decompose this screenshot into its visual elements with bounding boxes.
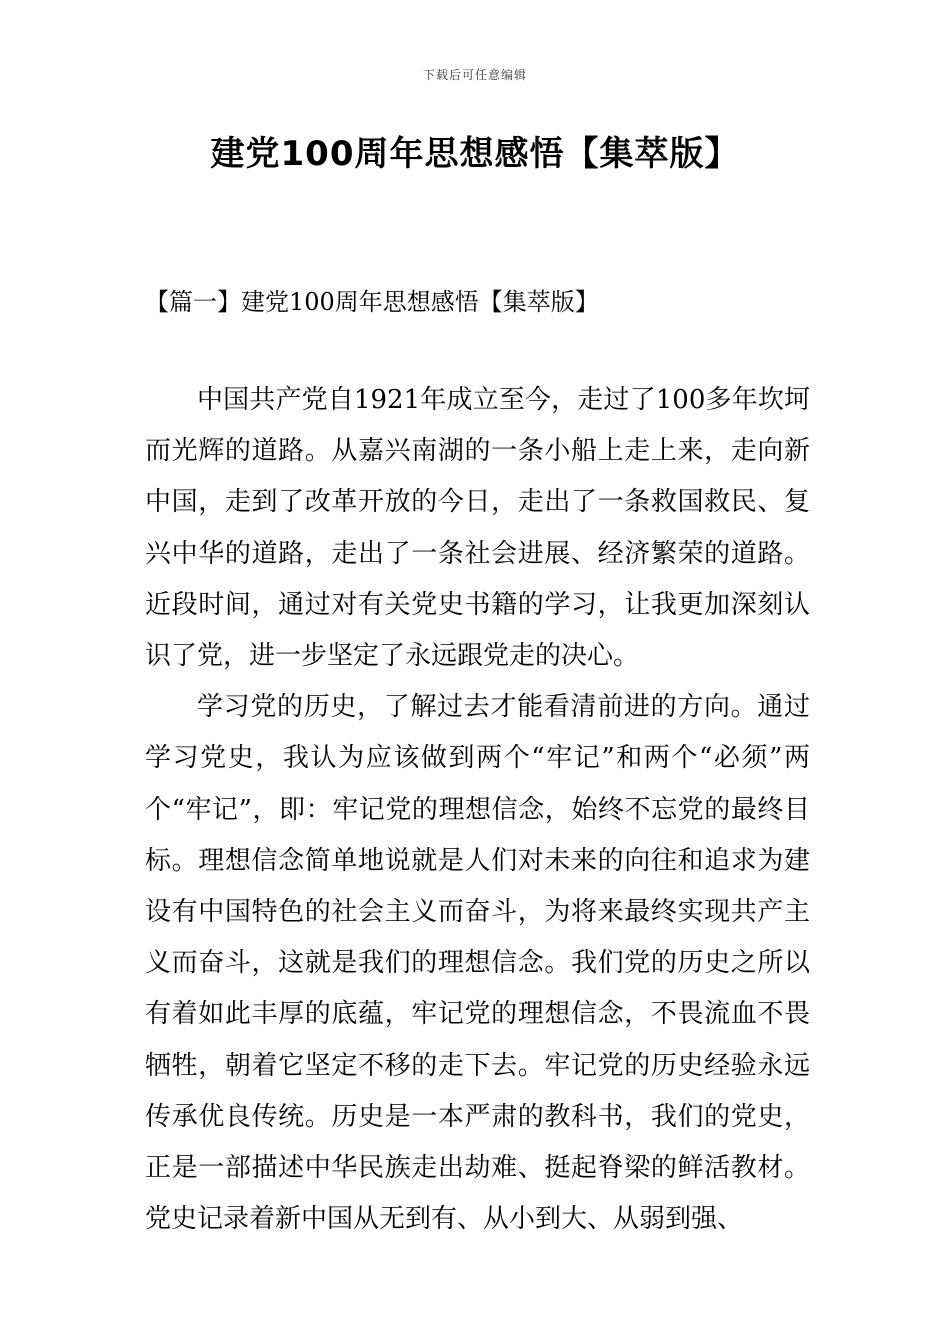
paragraph-1: 中国共产党自1921年成立至今，走过了100多年坎坷而光辉的道路。从嘉兴南湖的一条小船上走上来，走向新中国，走到了改革开放的今日，走出了一条救国救民、复兴中华的道路，走出了一条社会进展、经济繁荣的道路。近段时间，通过对有关党史书籍的学习，让我更加深刻认识了党，进一步坚定了永远跟党走的决心。 (145, 385, 810, 672)
paragraph-2: 学习党的历史，了解过去才能看清前进的方向。通过学习党史，我认为应该做到两个“牢记”和两个“必须”两个“牢记”，即：牢记党的理想信念，始终不忘党的最终目标。理想信念简单地说就是人们对未来的向往和追求为建设有中国特色的社会主义而奋斗，为将来最终实现共产主义而奋斗，这就是我们的理想信念。我们党的历史之所以有着如此丰厚的底蕴，牢记党的理想信念，不畏流血不畏牺牲，朝着它坚定不移的走下去。牢记党的历史经验永远传承优良传统。历史是一本严肃的教科书，我们的党史，正是一部描述中华民族走出劫难、挺起脊梁的鲜活教材。党史记录着新中国从无到有、从小到大、从弱到强、 (145, 692, 810, 1235)
document-title: 建党100周年思想感悟【集萃版】 (210, 134, 740, 174)
body-text (145, 375, 810, 1245)
header-note: 下载后可任意编辑 (422, 68, 527, 82)
section-heading: 【篇一】建党100周年思想感悟【集萃版】 (145, 288, 599, 316)
